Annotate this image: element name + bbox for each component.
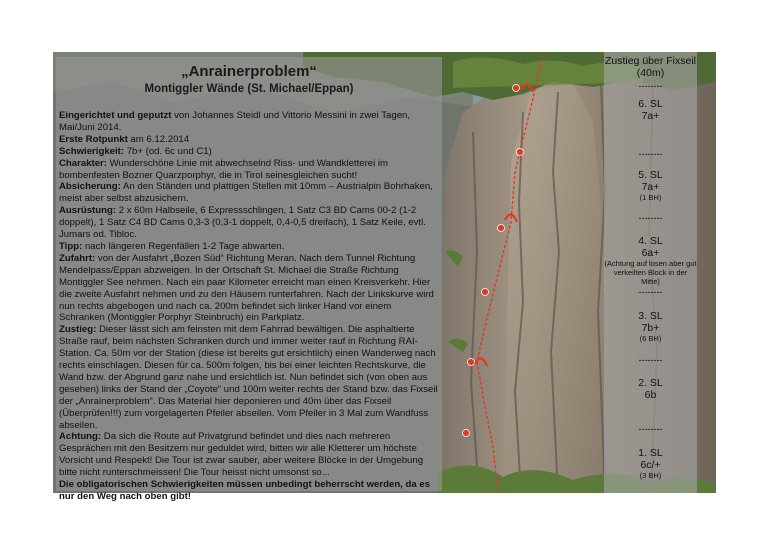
info-label: Zustieg: [59, 324, 97, 336]
info-label: Ausrüstung: [59, 205, 117, 217]
info-paragraph [59, 181, 439, 205]
separator: -------- [638, 213, 663, 223]
belay-marker-2 [468, 359, 475, 366]
info-text: An den Ständen und plattigen Stellen mit 10mm – Austrialpin Bohrhaken, meist aber selbst abzusichern. [59, 181, 433, 205]
pitch-1-grade: 6c/+ [640, 459, 661, 471]
info-label: Achtung: [59, 431, 102, 443]
info-paragraph [59, 241, 439, 253]
info-label: Charakter: [59, 157, 107, 169]
pitch-5-grade: 7a+ [641, 181, 660, 193]
closing-note: Die obligatorischen Schwierigkeiten müssen unbedingt beherrscht werden, da es nur den Weg nach oben gibt! [59, 479, 431, 502]
approach-label: Zustieg über Fixseil [604, 55, 697, 67]
info-text: von Johannes Steidl und Vittorio Messini in zwei Tagen, Mai/Juni 2014. [59, 110, 411, 133]
route-description [59, 110, 439, 503]
pitch-3-note: (6 BH) [639, 334, 662, 343]
separator: -------- [638, 424, 663, 434]
info-text: am 6.12.2014 [127, 133, 190, 145]
pitch-3-grade: 7b+ [641, 322, 660, 334]
info-text: Wunderschöne Linie mit abwechselnd Riss- und Wandkletterei im bombenfesten Bozner Quarzporphyr, die in Tirol seinesgleichen sucht! [59, 157, 389, 181]
info-paragraph [59, 253, 439, 324]
pitch-1-name: 1. SL [638, 447, 663, 459]
pitch-list-panel [604, 52, 697, 493]
info-paragraph [59, 146, 439, 158]
belay-marker-6 [513, 85, 520, 92]
approach-length: (40m) [636, 67, 665, 79]
route-description-panel [56, 57, 442, 502]
info-label: Eingerichtet und geputzt [59, 110, 172, 121]
pitch-1-note: (3 BH) [639, 471, 662, 480]
info-text: nach längeren Regenfällen 1-2 Tage abwarten. [82, 240, 285, 252]
belay-marker-3 [482, 289, 489, 296]
pitch-4-note: (Achtung auf losen aber gut verkeilten Block in der Mitte) [604, 259, 697, 286]
pitch-6-grade: 7a+ [641, 110, 660, 122]
info-paragraph [59, 134, 439, 146]
info-text: von der Ausfahrt „Bozen Süd“ Richtung Meran. Nach dem Tunnel Richtung Mendelpass/Eppan abzweigen. In der Ortschaft St. Michael die Straße Richtung Montiggler See nehmen. Nach ein paar Kilometer erreicht man einen Kreisverkehr. Hier die zweite Ausfahrt nehmen und zu den Häusern runterfahren. Nach der Linkskurve wird nun rechts abgebogen und nach ca. 200m befindet sich linker Hand vor einem Schranken (Montiggler Porphyr Steinbruch) ein Parkplatz. [59, 252, 434, 324]
pitch-4-grade: 6a+ [641, 247, 660, 259]
info-text: Dieser lässt sich am feinsten mit dem Fahrrad bewältigen. Die asphaltierte Straße rauf, beim nächsten Schranken durch und immer weiter rauf in Richtung RAI-Station. Ca. 50m vor der Station (diese ist bereits gut ersichtlich) einen Wanderweg nach rechts einschlagen. Diesen für ca. 500m folgen, bis bei einer leichten Rechtskurve, die Wand bzw. der Abgrund ganz nahe und ersichtlich ist. Nun befindet sich (von oben aus gesehen) links der Stand der „Coyote“ und 100m weiter rechts der Stand bzw. das Fixseil der „Anrainerproblem“. Das Material hier deponieren und 40m über das Fixseil (Überprüfen!!!) zum vorgelagerten Pfeiler abseilen. Vom Pfeiler in 3 Mal zum Wandfuss abseilen. [59, 324, 438, 431]
info-paragraph [59, 110, 439, 134]
info-text: Da sich die Route auf Privatgrund befindet und dies nach mehreren Gesprächen mit den Besitzern nur geduldet wird, bitten wir alle Kletterer um höchste Vorsicht und Respekt! Die Tour ist zwar sauber, aber weitere Blöcke in der Umgebung bitte nicht runterschmeissen! Die Tour heisst nicht umsonst so... [59, 431, 424, 479]
belay-marker-4 [498, 225, 505, 232]
info-label: Schwierigkeit: [59, 145, 125, 157]
info-paragraph [59, 158, 439, 182]
info-label: Erste Rotpunkt [59, 133, 128, 145]
pitch-4-name: 4. SL [638, 235, 663, 247]
info-paragraph [59, 431, 439, 479]
info-text: 2 x 60m Halbseile, 6 Expressschlingen, 1 Satz C3 BD Cams 00-2 (1-2 doppelt), 1 Satz C4 BD Cams 0,3-3 (0,3-1 doppelt, 0,4-0,5 dreifach), 1 Satz Keile, evtl. Jumars od. Tibloc. [59, 205, 426, 241]
info-paragraph [59, 324, 439, 431]
info-label: Absicherung: [59, 181, 121, 193]
pitch-5-note: (1 BH) [639, 193, 662, 202]
route-location: Montiggler Wände (St. Michael/Eppan) [144, 83, 354, 95]
belay-marker-5 [517, 149, 524, 156]
pitch-2-grade: 6b [644, 389, 657, 401]
pitch-6-name: 6. SL [638, 98, 663, 110]
pitch-3-name: 3. SL [638, 310, 663, 322]
info-label: Tipp: [59, 240, 83, 252]
separator: -------- [638, 149, 663, 159]
info-text: 7b+ (od. 6c und C1) [124, 145, 212, 157]
info-label: Zufahrt: [59, 252, 96, 264]
pitch-2-name: 2. SL [638, 377, 663, 389]
pitch-5-name: 5. SL [638, 169, 663, 181]
belay-marker-1 [463, 430, 470, 437]
info-paragraph [59, 205, 439, 241]
separator: -------- [638, 81, 663, 91]
separator: -------- [638, 287, 663, 297]
route-title: „Anrainerproblem“ [181, 63, 317, 80]
separator: -------- [638, 355, 663, 365]
